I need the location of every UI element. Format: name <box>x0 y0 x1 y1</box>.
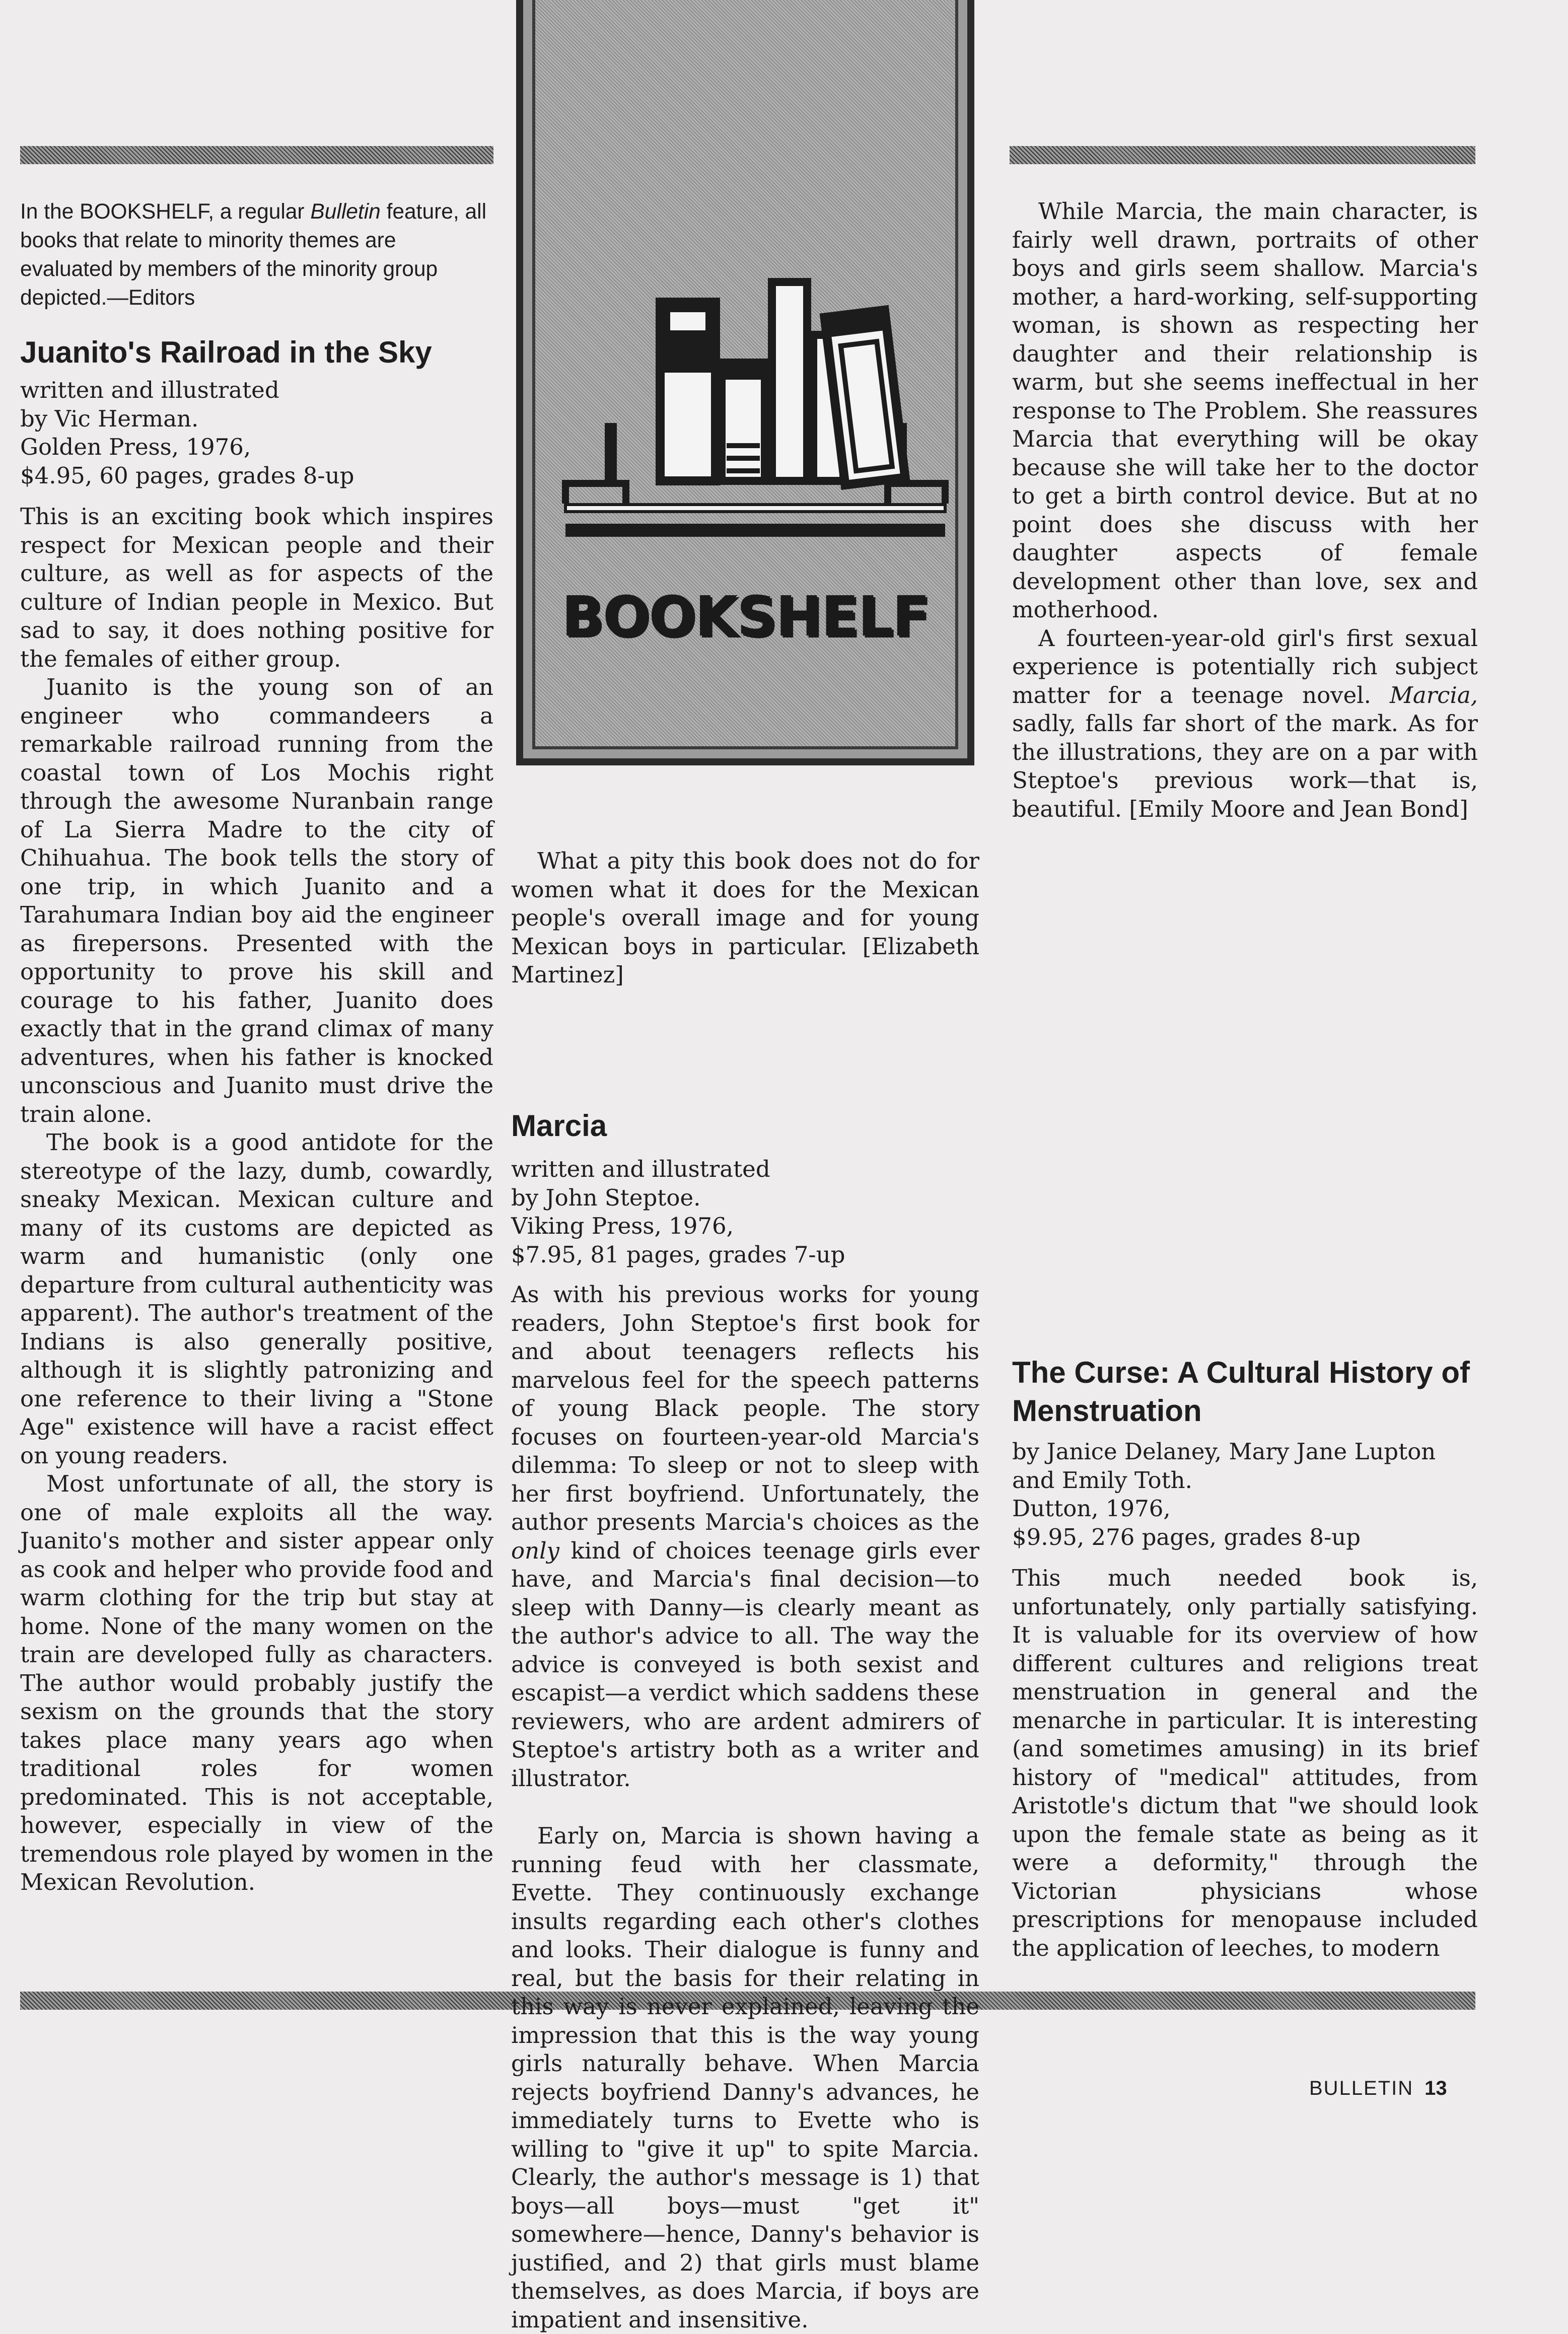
books-icon <box>535 0 975 574</box>
review-title-juanito: Juanito's Railroad in the Sky <box>20 335 432 369</box>
paragraph: A fourteen-year-old girl's first sexual experience is potentially rich subject matter for a teenage novel. Marcia, sadly, falls far short of the mark. As for the illustrations, they are on a par with Steptoe's previous work—that is, beautiful. [Emily Moore and Jean Bond] <box>1012 624 1478 822</box>
paragraph: This much needed book is, unfortunately, only partially satisfying. It is valuable for its overview of how different cultures and religions treat menstruation in general and the menarche in particular. It is interesting (and sometimes amusing) in its brief history of "medical" attitudes, from Aristotle's dictum that "we should look upon the female state as being as it were a deformity," through the Victorian physicians whose prescriptions for menopause included the application of leeches, to modern <box>1012 1565 1478 1961</box>
bulletin-italic: Bulletin <box>310 200 381 224</box>
bookshelf-label: BOOKSHELF <box>561 584 929 649</box>
top-rule-left <box>20 146 493 164</box>
bookshelf-logo <box>516 0 974 765</box>
review-meta-curse: by Janice Delaney, Mary Jane Lupton and Emily Toth. Dutton, 1976, $9.95, 276 pages, grades 8-up <box>1012 1438 1436 1550</box>
top-rule-right <box>1010 146 1475 164</box>
editors-note: In the BOOKSHELF, a regular Bulletin feature, all books that relate to minority themes are evaluated by members of the minority group depicted.—Editors <box>20 200 487 310</box>
review-meta-marcia: written and illustrated by John Steptoe. Viking Press, 1976, $7.95, 81 pages, grades 7-up <box>511 1156 845 1268</box>
paragraph: What a pity this book does not do for women what it does for the Mexican people's overall image and for young Mexican boys in particular. [Elizabeth Martinez] <box>511 847 980 988</box>
paragraph: As with his previous works for young readers, John Steptoe's first book for and about teenagers reflects his marvelous feel for the speech patterns of young Black people. The story focuses on fourteen-year-old Marcia's dilemma: To sleep or not to sleep with her first boyfriend. Unfortunately, the author presents Marcia's choices as the only kind of choices teenage girls ever have, and Marcia's final decision—to sleep with Danny—is clearly meant as the author's advice to all. The way the advice is conveyed is both sexist and escapist—a verdict which saddens these reviewers, who are ardent admirers of Steptoe's artistry both as a writer and illustrator. <box>511 1281 979 1792</box>
review-meta-juanito: written and illustrated by Vic Herman. Golden Press, 1976, $4.95, 60 pages, grades 8-up <box>20 377 354 489</box>
paragraph: While Marcia, the main character, is fairly well drawn, portraits of other boys and girls seem shallow. Marcia's mother, a hard-working, self-supporting woman, is shown as respecting her daughter and their relationship is warm, but she seems ineffectual in her response to The Problem. She reassures Marcia that everything will be okay because she will take her to the doctor to get a birth control device. But at no point does she discuss with her daughter aspects of female development other than love, sex and motherhood. <box>1012 198 1478 623</box>
reviewer-signature: [Elizabeth Martinez] <box>511 933 980 988</box>
review-body-marcia <box>511 1281 979 1793</box>
bookshelf-logo-background <box>532 0 958 749</box>
review-body-marcia-continued <box>511 1822 979 2333</box>
paragraph: Early on, Marcia is shown having a running feud with her classmate, Evette. They continuously exchange insults regarding each other's clothes and looks. Their dialogue is funny and real, but the basis for their relating in this way is never explained, leaving the impression that this is the way young girls naturally behave. When Marcia rejects boyfriend Danny's advances, he immediately turns to Evette who is willing to "give it up" to spite Marcia. Clearly, the author's message is 1) that boys—all boys—must "get it" somewhere—hence, Danny's behavior is justified, and 2) that girls must blame themselves, as does Marcia, if boys are impatient and insensitive. <box>511 1822 979 2333</box>
paragraph: This is an exciting book which inspires respect for Mexican people and their culture, as well as for aspects of the culture of Indian people in Mexico. But sad to say, it does nothing positive for the females of either group. <box>20 503 493 672</box>
page-number: 13 <box>1424 2077 1447 2099</box>
page-footer <box>1309 2077 1447 2100</box>
review-title-curse: The Curse: A Cultural History of Menstruation <box>1012 1356 1470 1428</box>
paragraph: Juanito is the young son of an engineer who commandeers a remarkable railroad running from the coastal town of Los Mochis right through the awesome Nuranbain range of La Sierra Madre to the city of Chihuahua. The book tells the story of one trip, in which Juanito and a Tarahumara Indian boy aid the engineer as firepersons. Presented with the opportunity to prove his skill and courage to his father, Juanito does exactly that in the grand climax of many adventures, when his father is knocked unconscious and Juanito must drive the train alone. <box>20 674 493 1127</box>
review-body-curse <box>1012 1564 1478 1962</box>
paragraph: The book is a good antidote for the stereotype of the lazy, dumb, cowardly, sneaky Mexican. Mexican culture and many of its customs are depicted as warm and humanistic (only one departure from cultural authenticity was apparent). The author's treatment of the Indians is also generally positive, although it is slightly patronizing and one reference to their living a "Stone Age" existence will have a racist effect on young readers. <box>20 1129 493 1469</box>
publication-name: BULLETIN <box>1309 2077 1414 2099</box>
review-body-juanito <box>20 503 493 1897</box>
paragraph: Most unfortunate of all, the story is one of male exploits all the way. Juanito's mother and sister appear only as cook and helper who provide food and warm clothing for the trip but stay at home. None of the many women on the train are developed fully as characters. The author would probably justify the sexism on the grounds that the story takes place many years ago when traditional roles for women predominated. This is not acceptable, however, especially in view of the tremendous role played by women in the Mexican Revolution. <box>20 1470 493 1895</box>
review-title-marcia: Marcia <box>511 1109 607 1143</box>
review-end-juanito <box>511 847 979 989</box>
review-body-marcia-column3 <box>1012 197 1478 823</box>
